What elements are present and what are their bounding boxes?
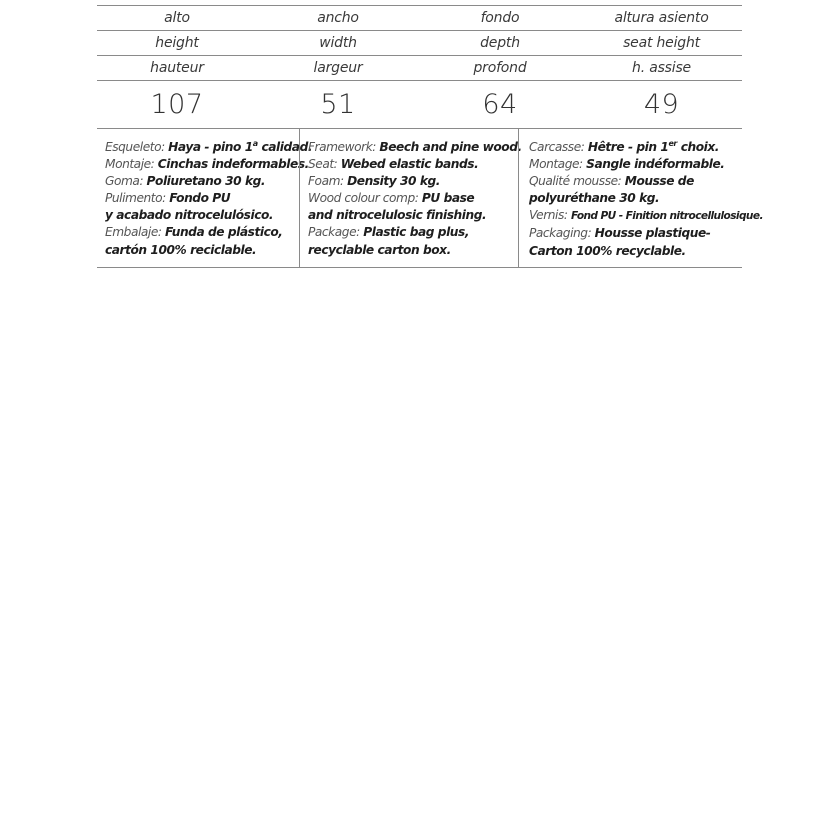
label-largeur: largeur (313, 60, 363, 76)
spec-line: Packaging: Housse plastique- (529, 226, 711, 241)
spec-line: Package: Plastic bag plus, (308, 225, 470, 240)
spec-line: Seat: Webed elastic bands. (308, 157, 479, 172)
label-hauteur: hauteur (150, 60, 204, 76)
label-altura-asiento: altura asiento (614, 10, 709, 26)
spec-line: Carcasse: Hêtre - pin 1er choix. (529, 139, 719, 154)
spec-line: Goma: Poliuretano 30 kg. (105, 174, 266, 189)
material-specifications (97, 128, 763, 268)
spec-line: cartón 100% reciclable. (105, 242, 257, 257)
dimension-labels-spanish (97, 5, 742, 30)
label-alto: alto (164, 10, 190, 26)
label-seat-height: seat height (623, 35, 700, 51)
label-fondo: fondo (480, 10, 520, 26)
value-depth: 64 (482, 89, 518, 120)
value-width: 51 (320, 89, 356, 120)
label-height: height (155, 35, 199, 51)
dimension-values (97, 80, 742, 128)
spec-column-french (518, 129, 763, 267)
dimension-labels-french (97, 55, 742, 80)
spec-line: Montaje: Cinchas indeformables. (105, 157, 309, 172)
spec-line: Wood colour comp: PU base (308, 191, 475, 206)
spec-column-english (299, 129, 522, 267)
product-spec-sheet (97, 5, 763, 268)
spec-line: Vernis: Fond PU - Finition nitrocellulosique. (529, 208, 763, 223)
label-width: width (319, 35, 357, 51)
spec-line: Montage: Sangle indéformable. (529, 157, 725, 172)
value-seat-height: 49 (643, 89, 680, 120)
spec-line: polyuréthane 30 kg. (529, 191, 660, 206)
spec-line: Embalaje: Funda de plástico, (105, 225, 283, 240)
spec-line: recyclable carton box. (308, 242, 451, 257)
label-h-assise: h. assise (632, 60, 691, 76)
spec-line: Esqueleto: Haya - pino 1$^a$ calidad. (105, 139, 313, 154)
spec-line: and nitrocelulosic finishing. (308, 208, 487, 223)
spec-column-spanish (97, 129, 313, 267)
label-profond: profond (473, 60, 527, 76)
spec-line: Foam: Density 30 kg. (308, 174, 440, 189)
value-height: 107 (150, 89, 204, 120)
spec-line: Pulimento: Fondo PU (105, 191, 231, 206)
label-depth: depth (480, 35, 520, 51)
dimension-labels-english (97, 30, 742, 55)
label-ancho: ancho (317, 10, 359, 26)
spec-line: Framework: Beech and pine wood. (308, 140, 522, 154)
spec-line: y acabado nitrocelulósico. (105, 208, 274, 223)
spec-line: Qualité mousse: Mousse de (529, 174, 694, 189)
spec-line: Carton 100% recyclable. (529, 243, 686, 258)
